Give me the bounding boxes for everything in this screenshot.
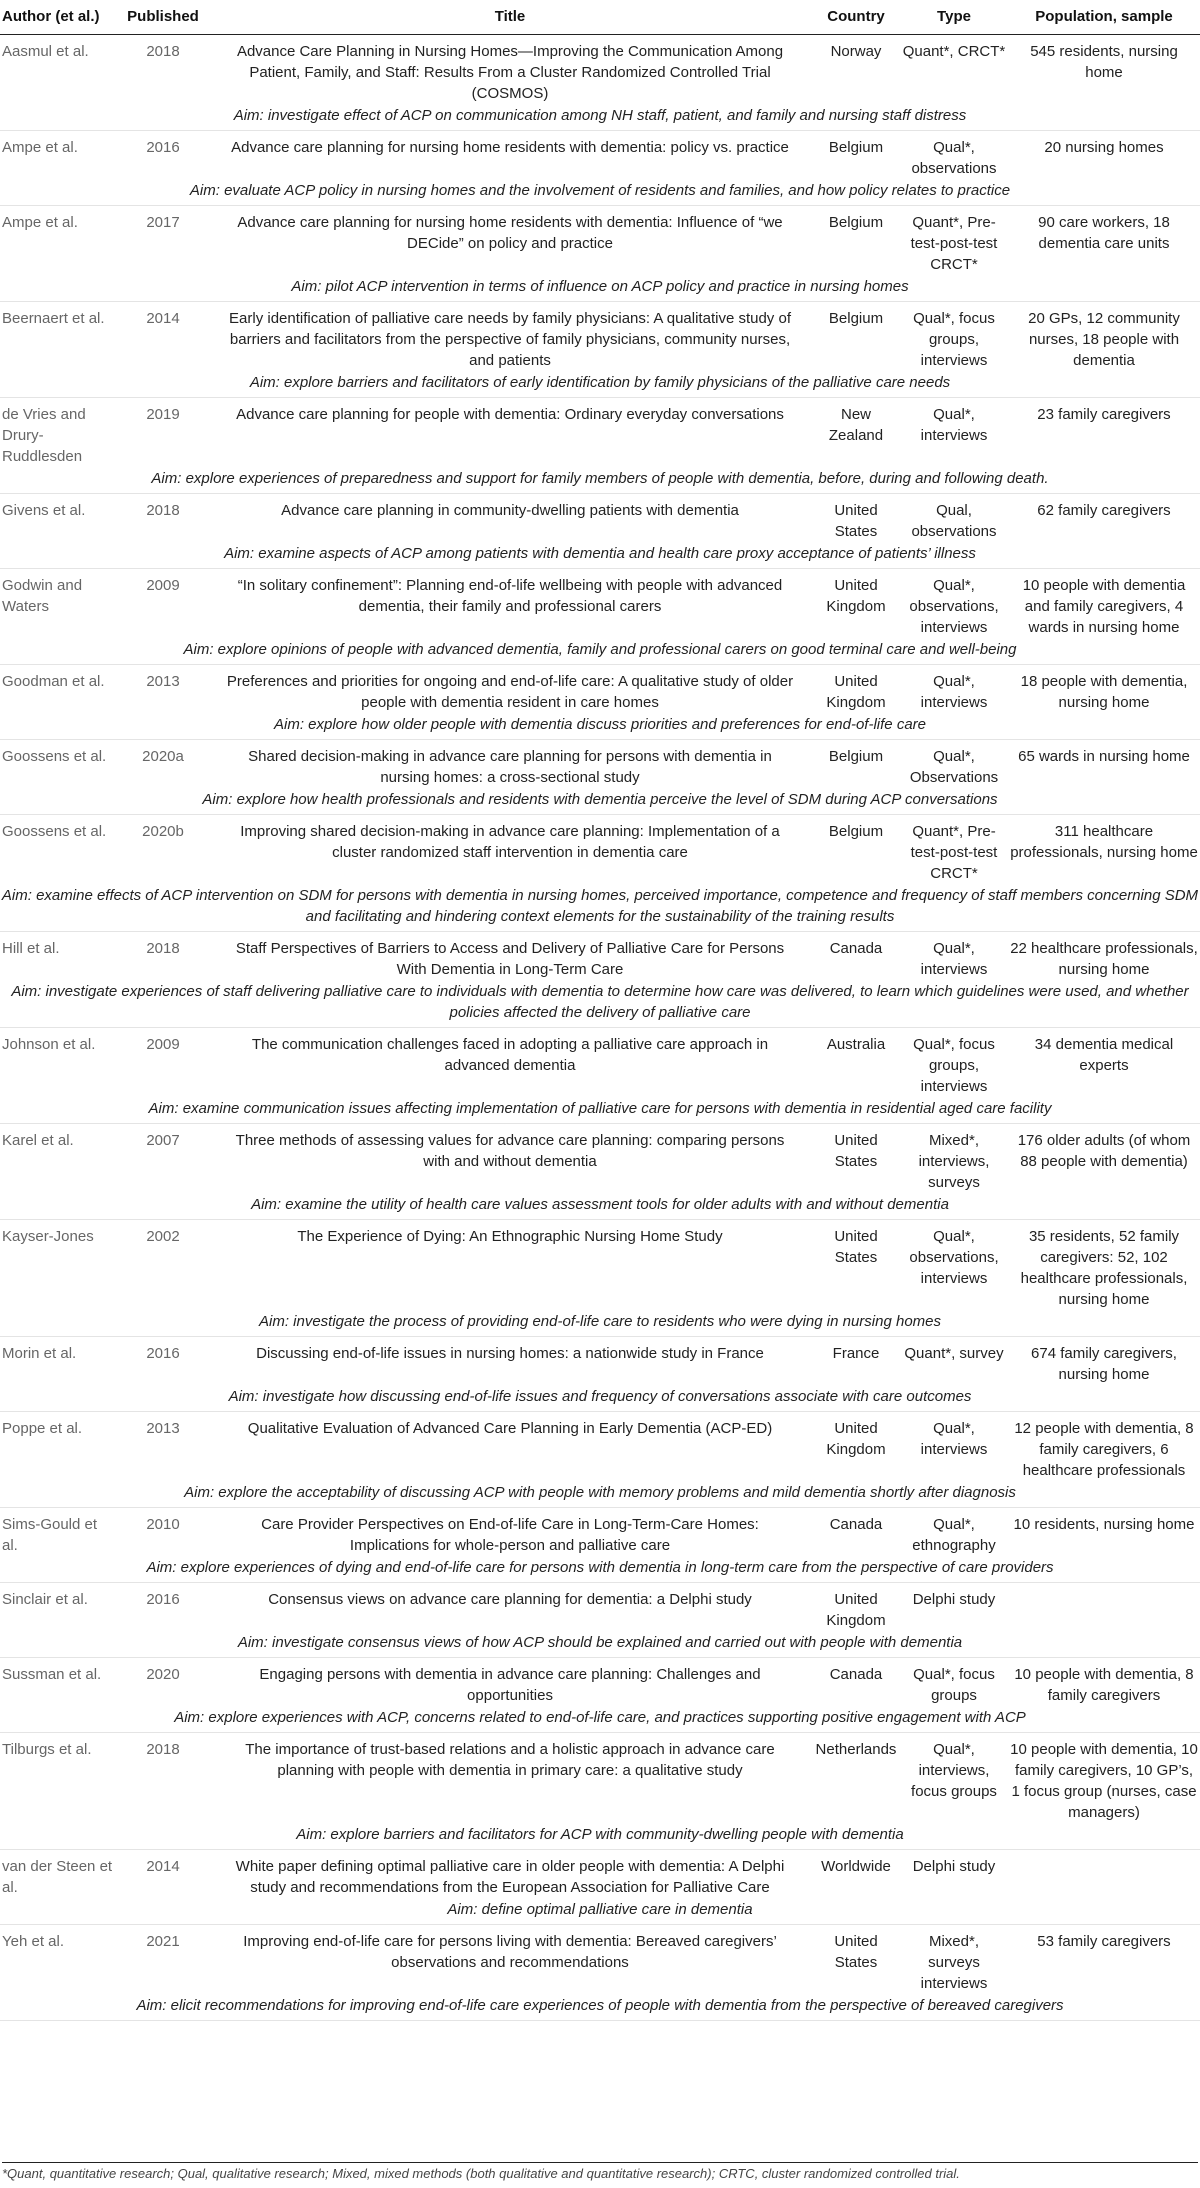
aim-text: Aim: examine communication issues affecting implementation of palliative care for persons with dementia in residential aged care facility — [148, 1100, 1052, 1117]
aim-cell — [0, 1823, 1200, 1850]
aim-cell — [0, 179, 1200, 206]
cell-author: de Vries and Drury-Ruddlesden — [2, 406, 86, 465]
cell-country: Canada — [829, 940, 883, 957]
header-type: Type — [900, 0, 1008, 35]
aim-cell — [0, 713, 1200, 740]
cell-published: 2016 — [146, 1345, 180, 1362]
cell-title: Advance care planning for nursing home residents with dementia: Influence of “we DECide” on policy and practice — [237, 214, 783, 252]
aim-text: Aim: investigate experiences of staff delivering palliative care to individuals with dementia to determine how care was delivered, to learn which guidelines were used, and whether policies affected the delivery of palliative care — [11, 983, 1189, 1021]
cell-title: The communication challenges faced in adopting a palliative care approach in advanced dementia — [251, 1036, 769, 1074]
cell-title: “In solitary confinement”: Planning end-of-life wellbeing with people with advanced dementia, their family and professional carers — [237, 577, 783, 615]
aim-row — [0, 884, 1200, 932]
cell-author: Beernaert et al. — [2, 310, 105, 327]
cell-published: 2016 — [146, 1591, 180, 1608]
aim-text: Aim: define optimal palliative care in dementia — [447, 1901, 753, 1918]
cell-published: 2018 — [146, 502, 180, 519]
cell-author: Sinclair et al. — [2, 1591, 88, 1608]
cell-country: United States — [834, 1933, 878, 1971]
cell-population: 545 residents, nursing home — [1030, 43, 1178, 81]
cell-published: 2013 — [146, 1420, 180, 1437]
aim-text: Aim: explore the acceptability of discussing ACP with people with memory problems and mild dementia shortly after diagnosis — [184, 1484, 1016, 1501]
cell-country: Netherlands — [815, 1741, 897, 1758]
cell-title: Advance Care Planning in Nursing Homes—Improving the Communication Among Patient, Family, and Staff: Results From a Cluster Randomized Controlled Trial (COSMOS) — [236, 43, 784, 102]
cell-country: Belgium — [828, 214, 884, 231]
cell-type: Mixed*, surveys interviews — [920, 1933, 988, 1992]
cell-title: The Experience of Dying: An Ethnographic Nursing Home Study — [297, 1228, 723, 1245]
cell-author: Poppe et al. — [2, 1420, 83, 1437]
cell-population: 311 healthcare professionals, nursing home — [1010, 823, 1198, 861]
table-row — [0, 815, 1200, 885]
cell-type: Qual*, observations, interviews — [909, 577, 999, 636]
aim-row — [0, 713, 1200, 740]
table-row — [0, 35, 1200, 105]
aim-cell — [0, 1385, 1200, 1412]
aim-text: Aim: examine the utility of health care values assessment tools for older adults with and without dementia — [251, 1196, 949, 1213]
aim-row — [0, 104, 1200, 131]
aim-row — [0, 638, 1200, 665]
cell-published: 2014 — [146, 310, 180, 327]
cell-author: Sims-Gould et al. — [2, 1516, 98, 1554]
table-row — [0, 398, 1200, 468]
aim-row — [0, 179, 1200, 206]
cell-published: 2014 — [146, 1858, 180, 1875]
aim-row — [0, 371, 1200, 398]
table-row — [0, 1583, 1200, 1632]
table-row — [0, 1733, 1200, 1824]
cell-population: 10 residents, nursing home — [1013, 1516, 1195, 1533]
cell-type: Qual*, focus groups, interviews — [913, 310, 995, 369]
header-author: Author (et al.) — [0, 0, 118, 35]
cell-country: United Kingdom — [826, 1591, 886, 1629]
cell-title: Advance care planning for people with dementia: Ordinary everyday conversations — [236, 406, 784, 423]
cell-published: 2017 — [146, 214, 180, 231]
cell-country: United States — [834, 502, 878, 540]
aim-row — [0, 1994, 1200, 2021]
table-row — [0, 932, 1200, 981]
cell-country: Australia — [826, 1036, 886, 1053]
table-row — [0, 665, 1200, 714]
cell-country: Belgium — [828, 823, 884, 840]
cell-type: Qual*, Observations — [909, 748, 999, 786]
aim-cell — [0, 884, 1200, 932]
header-country: Country — [812, 0, 900, 35]
aim-text: Aim: investigate effect of ACP on communication among NH staff, patient, and family and nursing staff distress — [233, 107, 967, 124]
aim-row — [0, 1481, 1200, 1508]
cell-published: 2002 — [146, 1228, 180, 1245]
cell-author: Goossens et al. — [2, 748, 107, 765]
aim-cell — [0, 467, 1200, 494]
aim-cell — [0, 638, 1200, 665]
header-published: Published — [118, 0, 208, 35]
cell-population: 23 family caregivers — [1037, 406, 1171, 423]
cell-published: 2010 — [146, 1516, 180, 1533]
cell-type: Qual, observations — [911, 502, 997, 540]
cell-type: Delphi study — [912, 1591, 996, 1608]
aim-cell — [0, 1193, 1200, 1220]
aim-row — [0, 1706, 1200, 1733]
aim-cell — [0, 1097, 1200, 1124]
aim-text: Aim: investigate the process of providing end-of-life care to residents who were dying in nursing homes — [258, 1313, 942, 1330]
cell-population: 18 people with dementia, nursing home — [1020, 673, 1188, 711]
aim-row — [0, 542, 1200, 569]
aim-text: Aim: explore barriers and facilitators of early identification by family physicians of the palliative care needs — [249, 374, 951, 391]
aim-cell — [0, 1706, 1200, 1733]
aim-row — [0, 1631, 1200, 1658]
aim-row — [0, 1556, 1200, 1583]
cell-published: 2019 — [146, 406, 180, 423]
aim-row — [0, 1097, 1200, 1124]
cell-population — [1008, 1583, 1200, 1632]
cell-published: 2016 — [146, 139, 180, 156]
aim-cell — [0, 275, 1200, 302]
cell-type: Quant*, Pre-test-post-test CRCT* — [910, 214, 998, 273]
cell-author: Kayser-Jones — [2, 1228, 94, 1245]
aim-row — [0, 980, 1200, 1028]
header-population: Population, sample — [1008, 0, 1200, 35]
aim-text: Aim: evaluate ACP policy in nursing homes and the involvement of residents and families, and how policy relates to practice — [189, 182, 1011, 199]
cell-population: 62 family caregivers — [1037, 502, 1171, 519]
aim-row — [0, 467, 1200, 494]
aim-cell — [0, 1994, 1200, 2021]
aim-cell — [0, 542, 1200, 569]
cell-country: United States — [834, 1228, 878, 1266]
table-row — [0, 1220, 1200, 1311]
aim-text: Aim: elicit recommendations for improving end-of-life care experiences of people with dementia from the perspective of bereaved caregivers — [136, 1997, 1064, 2014]
aim-text: Aim: examine effects of ACP intervention on SDM for persons with dementia in nursing homes, perceived importance, competence and frequency of staff members concerning SDM and facilitating and hindering context elements for the sustainability of the training results — [1, 887, 1199, 925]
cell-title: Advance care planning in community-dwelling patients with dementia — [281, 502, 739, 519]
cell-published: 2020b — [142, 823, 184, 840]
aim-text: Aim: explore experiences with ACP, concerns related to end-of-life care, and practices supporting positive engagement with ACP — [174, 1709, 1026, 1726]
cell-published: 2018 — [146, 940, 180, 957]
cell-type: Quant*, survey — [904, 1345, 1004, 1362]
cell-population: 22 healthcare professionals, nursing home — [1010, 940, 1198, 978]
aim-row — [0, 788, 1200, 815]
table-footnote: *Quant, quantitative research; Qual, qualitative research; Mixed, mixed methods (both qualitative and quantitative research); CRTC, cluster randomized controlled trial. — [2, 2162, 1198, 2181]
cell-author: Sussman et al. — [2, 1666, 102, 1683]
aim-cell — [0, 104, 1200, 131]
cell-population: 10 people with dementia, 10 family caregivers, 10 GP’s, 1 focus group (nurses, case managers) — [1010, 1741, 1198, 1821]
cell-title: White paper defining optimal palliative care in older people with dementia: A Delphi study and recommendations from the European Association for Palliative Care — [235, 1858, 785, 1896]
cell-population: 12 people with dementia, 8 family caregivers, 6 healthcare professionals — [1014, 1420, 1194, 1479]
cell-country: Belgium — [828, 139, 884, 156]
cell-population: 10 people with dementia and family caregivers, 4 wards in nursing home — [1022, 577, 1186, 636]
cell-title: Qualitative Evaluation of Advanced Care Planning in Early Dementia (ACP-ED) — [247, 1420, 773, 1437]
aim-cell — [0, 1556, 1200, 1583]
aim-cell — [0, 1310, 1200, 1337]
table-row — [0, 302, 1200, 372]
cell-author: Goodman et al. — [2, 673, 105, 690]
cell-author: Johnson et al. — [2, 1036, 96, 1053]
cell-title: Three methods of assessing values for advance care planning: comparing persons with and without dementia — [235, 1132, 785, 1170]
table-body — [0, 35, 1200, 2021]
cell-country: New Zealand — [828, 406, 884, 444]
aim-text: Aim: explore experiences of preparedness and support for family members of people with dementia, before, during and following death. — [151, 470, 1049, 487]
cell-author: Ampe et al. — [2, 139, 78, 156]
cell-title: Care Provider Perspectives on End-of-life Care in Long-Term-Care Homes: Implications for whole-person and palliative care — [261, 1516, 759, 1554]
cell-type: Quant*, CRCT* — [902, 43, 1006, 60]
cell-population: 35 residents, 52 family caregivers: 52, 102 healthcare professionals, nursing home — [1020, 1228, 1188, 1308]
cell-published: 2018 — [146, 1741, 180, 1758]
cell-author: Givens et al. — [2, 502, 86, 519]
cell-type: Qual*, interviews — [920, 673, 988, 711]
cell-published: 2020a — [142, 748, 184, 765]
cell-author: Hill et al. — [2, 940, 60, 957]
cell-type: Mixed*, interviews, surveys — [918, 1132, 990, 1191]
cell-country: France — [832, 1345, 880, 1362]
aim-cell — [0, 980, 1200, 1028]
cell-title: Improving end-of-life care for persons living with dementia: Bereaved caregivers’ observations and recommendations — [243, 1933, 777, 1971]
aim-row — [0, 1898, 1200, 1925]
cell-title: Engaging persons with dementia in advance care planning: Challenges and opportunities — [259, 1666, 761, 1704]
table-row — [0, 1508, 1200, 1557]
cell-country: United States — [834, 1132, 878, 1170]
cell-published: 2020 — [146, 1666, 180, 1683]
cell-published: 2009 — [146, 1036, 180, 1053]
cell-population: 34 dementia medical experts — [1034, 1036, 1174, 1074]
cell-title: Preferences and priorities for ongoing and end-of-life care: A qualitative study of older people with dementia resident in care homes — [226, 673, 794, 711]
cell-type: Delphi study — [912, 1858, 996, 1875]
cell-published: 2018 — [146, 43, 180, 60]
table-row — [0, 1850, 1200, 1899]
cell-type: Qual*, observations — [911, 139, 997, 177]
cell-title: Advance care planning for nursing home residents with dementia: policy vs. practice — [231, 139, 789, 156]
aim-row — [0, 1310, 1200, 1337]
cell-type: Qual*, interviews, focus groups — [911, 1741, 997, 1800]
cell-published: 2013 — [146, 673, 180, 690]
cell-title: The importance of trust-based relations and a holistic approach in advance care planning with people with dementia in primary care: a qualitative study — [245, 1741, 775, 1779]
cell-population: 90 care workers, 18 dementia care units — [1038, 214, 1170, 252]
cell-type: Qual*, focus groups, interviews — [913, 1036, 995, 1095]
cell-type: Qual*, interviews — [920, 1420, 988, 1458]
aim-text: Aim: investigate how discussing end-of-life issues and frequency of conversations associate with care outcomes — [228, 1388, 972, 1405]
cell-type: Qual*, observations, interviews — [909, 1228, 999, 1287]
cell-population — [1008, 1850, 1200, 1899]
cell-type: Qual*, ethnography — [912, 1516, 996, 1554]
aim-row — [0, 1385, 1200, 1412]
cell-author: Morin et al. — [2, 1345, 77, 1362]
cell-title: Consensus views on advance care planning for dementia: a Delphi study — [268, 1591, 752, 1608]
table-row — [0, 206, 1200, 276]
aim-cell — [0, 371, 1200, 398]
aim-text: Aim: explore how health professionals and residents with dementia perceive the level of SDM during ACP conversations — [202, 791, 998, 808]
aim-cell — [0, 1631, 1200, 1658]
cell-title: Improving shared decision-making in advance care planning: Implementation of a cluster randomized staff intervention in dementia care — [240, 823, 780, 861]
cell-type: Quant*, Pre-test-post-test CRCT* — [910, 823, 998, 882]
table-row — [0, 740, 1200, 789]
cell-type: Qual*, focus groups — [913, 1666, 995, 1704]
cell-title: Early identification of palliative care needs by family physicians: A qualitative study of barriers and facilitators from the perspective of family physicians, community nurses, and patients — [229, 310, 791, 369]
cell-country: United Kingdom — [826, 673, 886, 711]
cell-country: United Kingdom — [826, 577, 886, 615]
cell-author: van der Steen et al. — [2, 1858, 113, 1896]
aim-text: Aim: pilot ACP intervention in terms of influence on ACP policy and practice in nursing homes — [291, 278, 909, 295]
cell-population: 20 nursing homes — [1044, 139, 1164, 156]
cell-author: Godwin and Waters — [2, 577, 83, 615]
cell-author: Ampe et al. — [2, 214, 78, 231]
aim-cell — [0, 1481, 1200, 1508]
table-row — [0, 1658, 1200, 1707]
aim-row — [0, 275, 1200, 302]
cell-author: Karel et al. — [2, 1132, 74, 1149]
cell-type: Qual*, interviews — [920, 406, 988, 444]
aim-cell — [0, 788, 1200, 815]
cell-author: Yeh et al. — [2, 1933, 64, 1950]
aim-text: Aim: examine aspects of ACP among patients with dementia and health care proxy acceptance of patients’ illness — [224, 545, 976, 562]
table-row — [0, 494, 1200, 543]
cell-country: Norway — [830, 43, 882, 60]
cell-country: Canada — [829, 1666, 883, 1683]
cell-title: Discussing end-of-life issues in nursing homes: a nationwide study in France — [256, 1345, 764, 1362]
cell-country: Belgium — [828, 748, 884, 765]
table-row — [0, 1925, 1200, 1995]
cell-population: 674 family caregivers, nursing home — [1031, 1345, 1177, 1383]
table-row — [0, 1337, 1200, 1386]
cell-population: 53 family caregivers — [1037, 1933, 1171, 1950]
table-row — [0, 1124, 1200, 1194]
cell-population: 10 people with dementia, 8 family caregivers — [1014, 1666, 1194, 1704]
cell-author: Goossens et al. — [2, 823, 107, 840]
cell-published: 2009 — [146, 577, 180, 594]
cell-type: Qual*, interviews — [920, 940, 988, 978]
cell-author: Aasmul et al. — [2, 43, 89, 60]
table-row — [0, 131, 1200, 180]
cell-published: 2007 — [146, 1132, 180, 1149]
cell-country: Canada — [829, 1516, 883, 1533]
cell-population: 65 wards in nursing home — [1018, 748, 1190, 765]
aim-text: Aim: explore barriers and facilitators for ACP with community-dwelling people with dementia — [296, 1826, 904, 1843]
cell-published: 2021 — [146, 1933, 180, 1950]
aim-text: Aim: explore opinions of people with advanced dementia, family and professional carers on good terminal care and well-being — [183, 641, 1017, 658]
table-row — [0, 569, 1200, 639]
cell-country: Belgium — [828, 310, 884, 327]
cell-author: Tilburgs et al. — [2, 1741, 92, 1758]
cell-title: Staff Perspectives of Barriers to Access and Delivery of Palliative Care for Persons With Dementia in Long-Term Care — [235, 940, 785, 978]
table-row — [0, 1412, 1200, 1482]
header-title: Title — [208, 0, 812, 35]
aim-cell — [0, 1898, 1200, 1925]
cell-country: United Kingdom — [826, 1420, 886, 1458]
aim-text: Aim: explore experiences of dying and end-of-life care for persons with dementia in long-term care from the perspective of care providers — [146, 1559, 1054, 1576]
aim-row — [0, 1823, 1200, 1850]
cell-country: Worldwide — [821, 1858, 891, 1875]
cell-title: Shared decision-making in advance care planning for persons with dementia in nursing homes: a cross-sectional study — [248, 748, 772, 786]
table-row — [0, 1028, 1200, 1098]
aim-row — [0, 1193, 1200, 1220]
cell-population: 176 older adults (of whom 88 people with dementia) — [1017, 1132, 1191, 1170]
aim-text: Aim: investigate consensus views of how ACP should be explained and carried out with people with dementia — [237, 1634, 963, 1651]
header-row — [0, 0, 1200, 35]
cell-population: 20 GPs, 12 community nurses, 18 people with dementia — [1028, 310, 1180, 369]
aim-text: Aim: explore how older people with dementia discuss priorities and preferences for end-of-life care — [274, 716, 926, 733]
